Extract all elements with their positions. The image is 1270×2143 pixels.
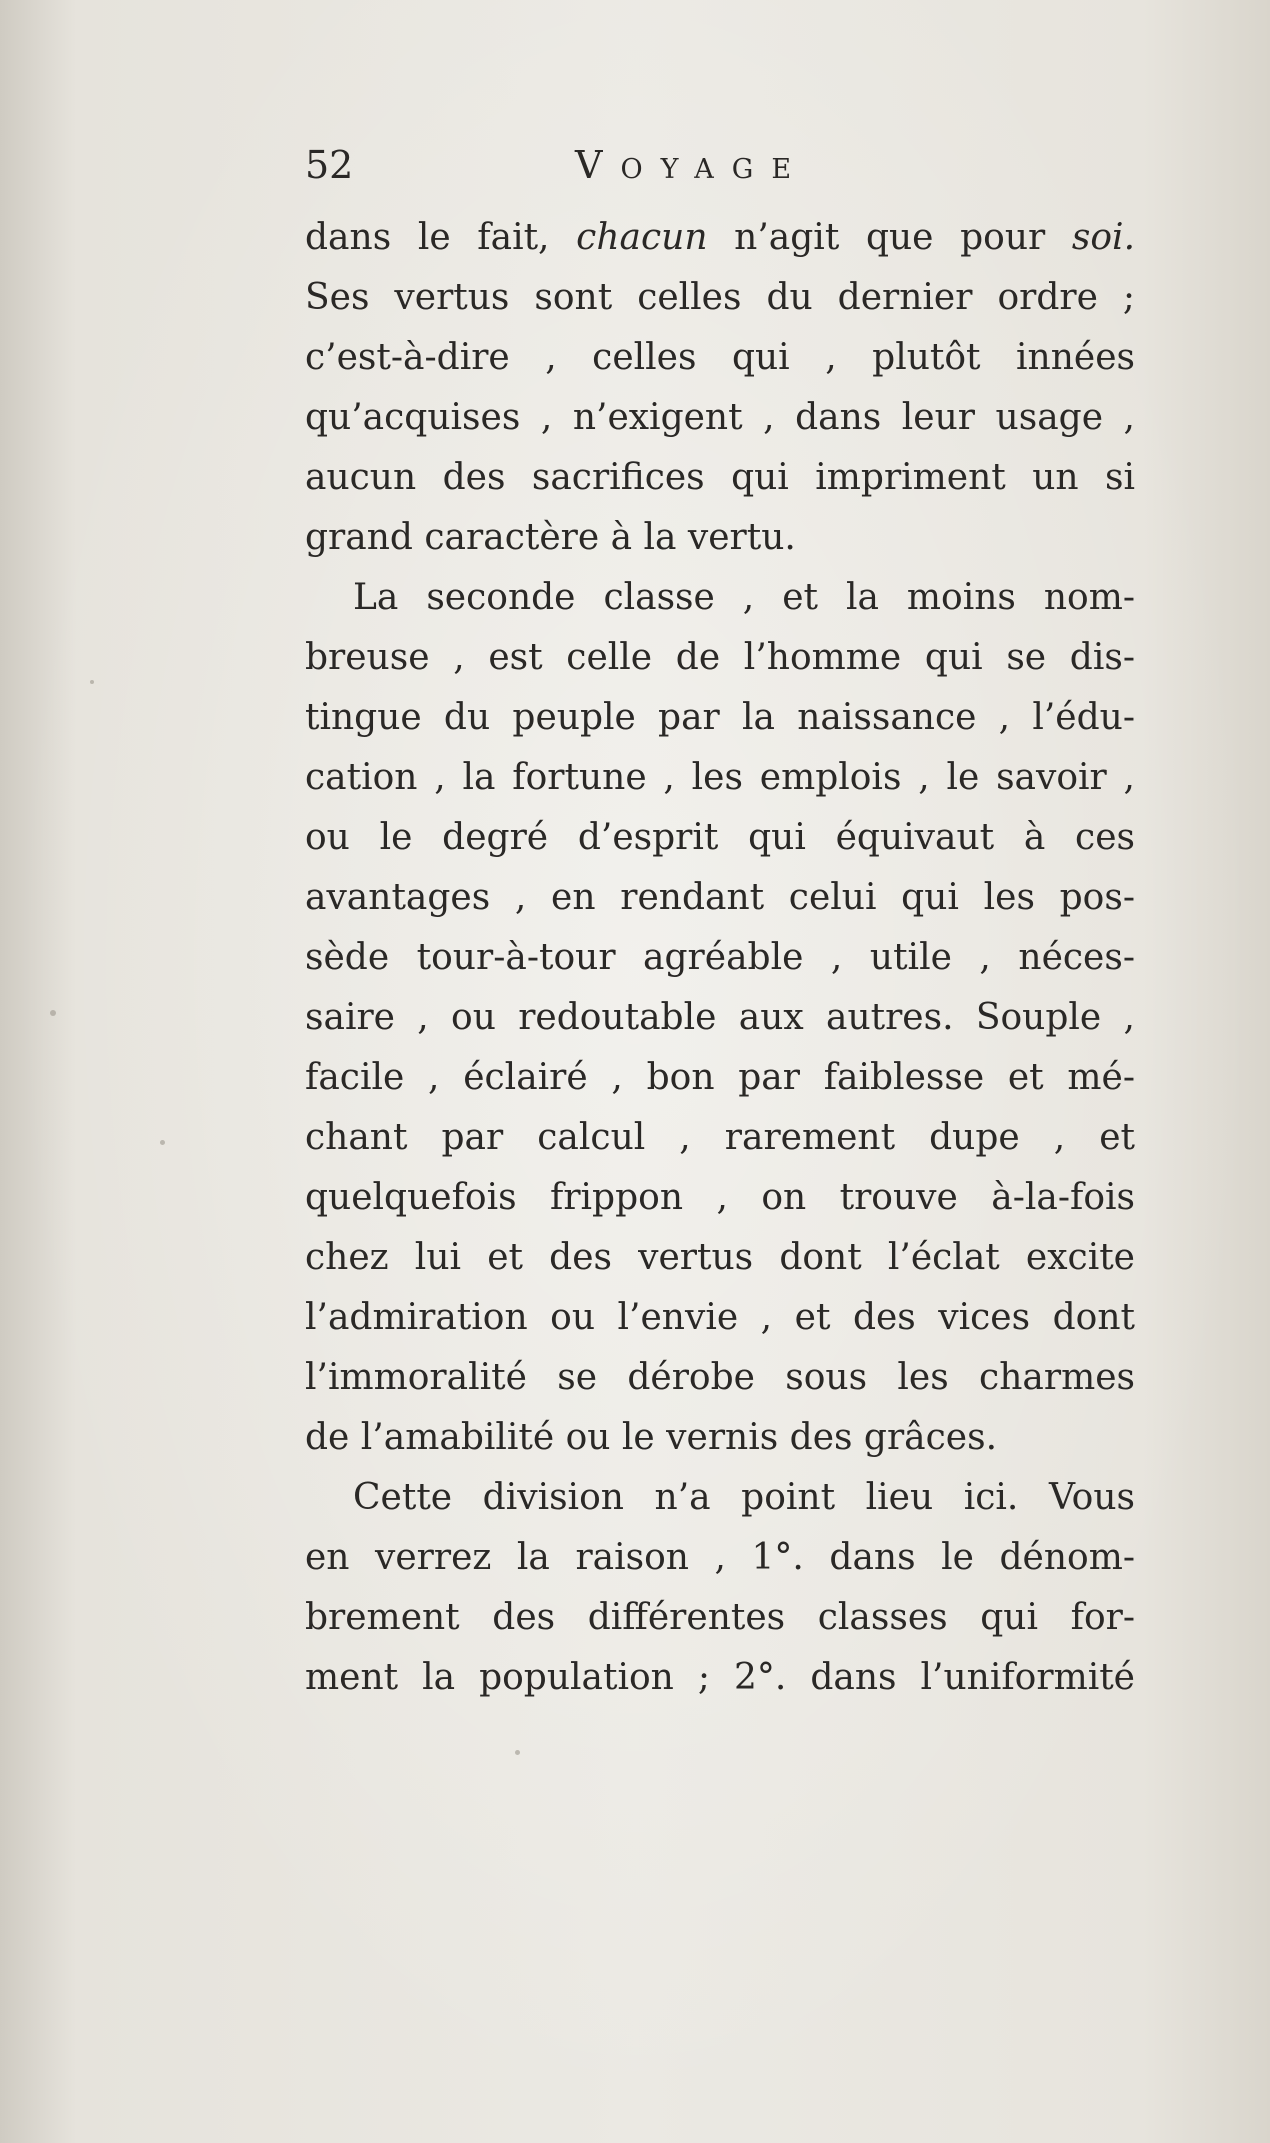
text-line: ou le degré d’esprit qui équivaut à ces: [305, 817, 1135, 858]
text-segment: dans le fait,: [305, 217, 577, 258]
text-line: chez lui et des vertus dont l’éclat excite: [305, 1237, 1135, 1278]
paper-speck: [90, 680, 94, 684]
paper-speck: [515, 1750, 520, 1755]
text-line: brement des différentes classes qui for-: [305, 1597, 1135, 1638]
paragraph: [305, 568, 1135, 1468]
text-line: chant par calcul , rarement dupe , et: [305, 1117, 1135, 1158]
body-text: [305, 208, 1135, 1708]
text-line: La seconde classe , et la moins nom-: [353, 577, 1135, 618]
text-line: en verrez la raison , 1°. dans le dénom-: [305, 1537, 1135, 1578]
paper-speck: [50, 1010, 56, 1016]
text-line: l’immoralité se dérobe sous les charmes: [305, 1357, 1135, 1398]
italic-word: soi.: [1071, 217, 1135, 258]
text-line: cation , la fortune , les emplois , le savoir ,: [305, 757, 1135, 798]
paper-speck: [160, 1140, 165, 1145]
text-line: ment la population ; 2°. dans l’uniformité: [305, 1657, 1135, 1698]
text-line: l’admiration ou l’envie , et des vices dont: [305, 1297, 1135, 1338]
text-segment: n’agit que pour: [707, 217, 1072, 258]
text-line: de l’amabilité ou le vernis des grâces.: [305, 1417, 998, 1458]
text-line: breuse , est celle de l’homme qui se dis-: [305, 637, 1135, 678]
text-line: Ses vertus sont celles du dernier ordre ;: [305, 277, 1135, 318]
running-title: Voyage: [575, 143, 810, 187]
text-line: tingue du peuple par la naissance , l’édu-: [305, 697, 1135, 738]
paragraph: [305, 208, 1135, 568]
text-line: saire , ou redoutable aux autres. Souple ,: [305, 997, 1135, 1038]
text-line: Cette division n’a point lieu ici. Vous: [353, 1477, 1135, 1518]
text-line: quelquefois frippon , on trouve à-la-fois: [305, 1177, 1135, 1218]
text-line: avantages , en rendant celui qui les pos-: [305, 877, 1135, 918]
paragraph: [305, 1468, 1135, 1708]
text-line: aucun des sacrifices qui impriment un si: [305, 457, 1135, 498]
text-line: [305, 208, 1135, 268]
italic-word: chacun: [576, 217, 708, 258]
text-line: c’est-à-dire , celles qui , plutôt innées: [305, 337, 1135, 378]
text-line: grand caractère à la vertu.: [305, 517, 796, 558]
text-line: sède tour-à-tour agréable , utile , néces-: [305, 937, 1135, 978]
text-line: qu’acquises , n’exigent , dans leur usage ,: [305, 397, 1135, 438]
page-number: 52: [305, 143, 354, 187]
text-line: facile , éclairé , bon par faiblesse et mé-: [305, 1057, 1135, 1098]
page-header: [305, 140, 1135, 190]
